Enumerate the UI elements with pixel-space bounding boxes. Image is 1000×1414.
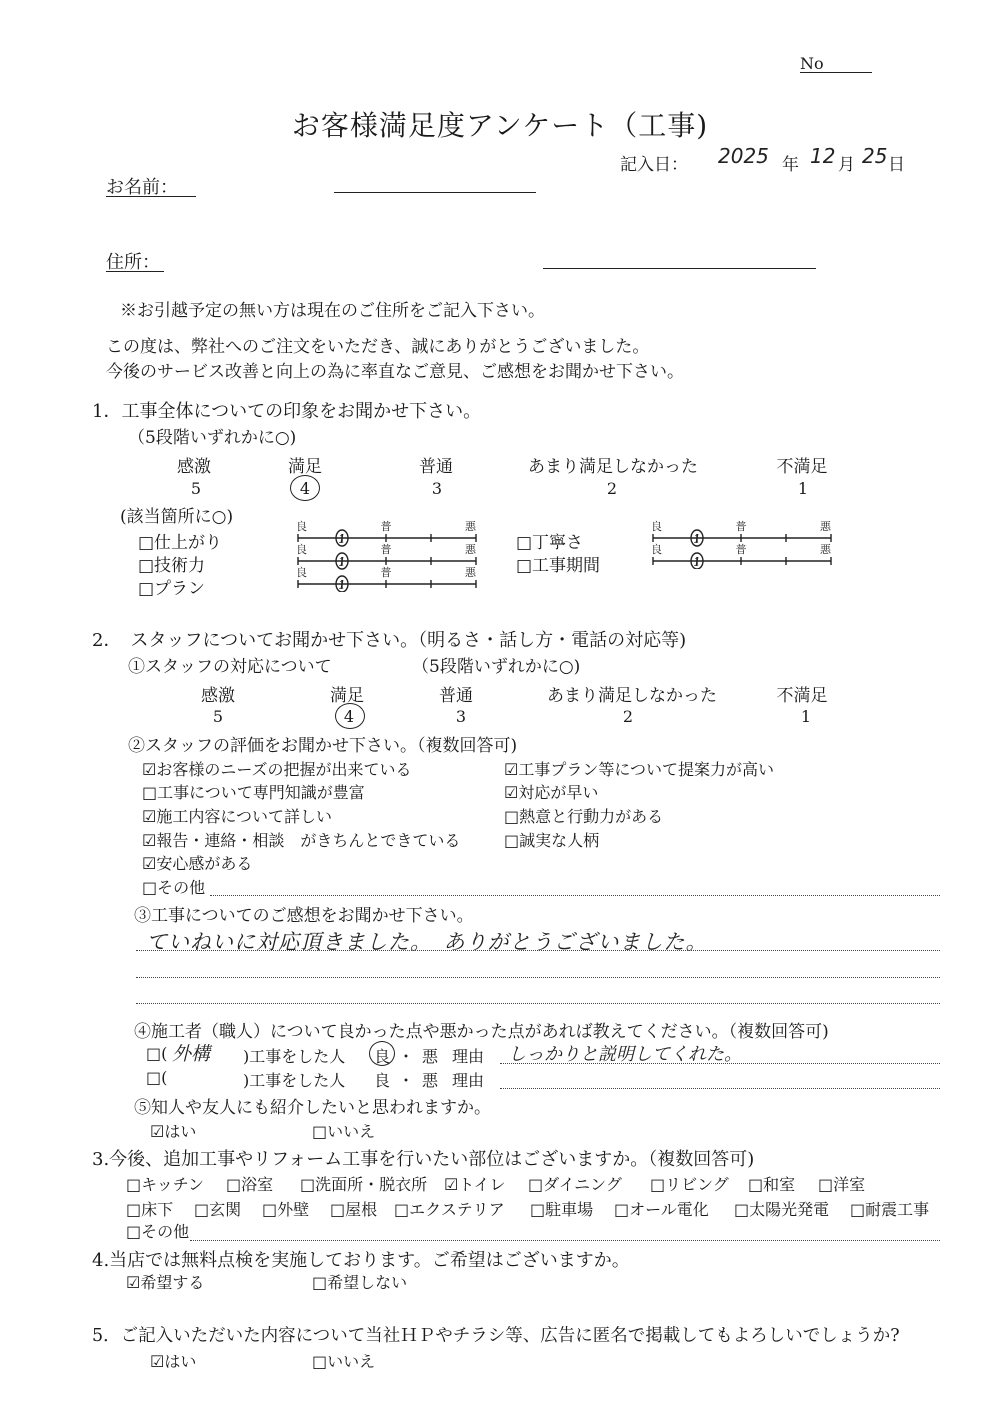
q5-heading: 5．ご記入いただいた内容について当社ＨＰやチラシ等、広告に匿名で掲載してもよろしいでしょうか? bbox=[92, 1326, 900, 1346]
q2-sub5-label: ⑤知人や友人にも紹介したいと思われますか。 bbox=[134, 1098, 491, 1118]
year-unit: 年 bbox=[782, 155, 799, 175]
eval-sincerity[interactable]: □誠実な人柄 bbox=[504, 831, 600, 850]
worker-checkbox-open[interactable]: □( bbox=[146, 1044, 168, 1063]
area-entrance[interactable]: □玄関 bbox=[194, 1200, 242, 1219]
q3-heading: 3.今後、追加工事やリフォーム工事を行いたい部位はございますか。（複数回答可) bbox=[92, 1149, 755, 1170]
q1-heading: 1．工事全体についての印象をお聞かせ下さい。 bbox=[92, 401, 482, 422]
q2-scale-value[interactable]: 5 bbox=[212, 707, 224, 726]
rating-mark-number: 1 bbox=[338, 532, 346, 546]
q2-sub1-instruction: （5段階いずれかに○) bbox=[412, 657, 581, 677]
item-politeness[interactable]: □丁寧さ bbox=[516, 533, 584, 553]
address-label-underline bbox=[106, 271, 164, 272]
area-parking[interactable]: □駐車場 bbox=[530, 1200, 594, 1219]
other-answer-line[interactable] bbox=[210, 895, 940, 896]
q2-sub3-label: ③工事についてのご感想をお聞かせ下さい。 bbox=[134, 906, 474, 926]
item-finish[interactable]: □仕上がり bbox=[138, 533, 223, 553]
scale-label-bad: 悪 bbox=[820, 543, 831, 556]
area-japanese-room[interactable]: □和室 bbox=[748, 1175, 796, 1194]
eval-reassurance[interactable]: ☑安心感がある bbox=[142, 854, 253, 873]
impression-line[interactable] bbox=[136, 950, 940, 951]
eval-quick-response[interactable]: ☑対応が早い bbox=[504, 783, 599, 802]
eval-other[interactable]: □その他 bbox=[142, 878, 206, 897]
area-seismic[interactable]: □耐震工事 bbox=[850, 1200, 930, 1219]
scale-label-bad: 悪 bbox=[465, 543, 476, 556]
q1-scale-value[interactable]: 2 bbox=[606, 479, 618, 498]
area-other[interactable]: □その他 bbox=[126, 1222, 190, 1241]
q1-scale-value-selected[interactable]: 4 bbox=[299, 479, 311, 498]
eval-communication[interactable]: ☑報告・連絡・相談 がきちんとできている bbox=[142, 831, 461, 850]
reason-line[interactable] bbox=[500, 1063, 940, 1064]
name-label: お名前： bbox=[106, 177, 178, 198]
scale-label-good: 良 bbox=[651, 520, 662, 533]
q2-scale-label: 不満足 bbox=[776, 686, 828, 706]
scale-label-normal: 普 bbox=[735, 543, 747, 556]
scale-label-normal: 普 bbox=[735, 520, 747, 533]
q1-instruction: （5段階いずれかに○) bbox=[128, 428, 297, 448]
q2-scale-value[interactable]: 3 bbox=[455, 707, 467, 726]
scale-label-bad: 悪 bbox=[820, 520, 831, 533]
q2-scale-value[interactable]: 1 bbox=[800, 707, 812, 726]
scale-label-good: 良 bbox=[296, 543, 307, 556]
q1-scale-value[interactable]: 3 bbox=[431, 479, 443, 498]
scale-label-normal: 普 bbox=[380, 520, 392, 533]
q2-scale-label: 満足 bbox=[330, 686, 364, 706]
q2-scale-value-selected[interactable]: 4 bbox=[343, 707, 355, 726]
q1-scale-label: 普通 bbox=[419, 457, 453, 477]
form-number-label: No bbox=[800, 54, 824, 73]
eval-expertise[interactable]: □工事について専門知識が豊富 bbox=[142, 783, 365, 802]
worker-good[interactable]: 良 bbox=[374, 1047, 391, 1066]
rating-mark-number: 1 bbox=[693, 555, 701, 569]
worker-separator: ・ bbox=[398, 1071, 415, 1090]
scale-label-bad: 悪 bbox=[465, 566, 476, 579]
rating-scales-right[interactable] bbox=[645, 519, 840, 575]
entry-day: 25 bbox=[862, 144, 888, 168]
moving-note: ※お引越予定の無い方は現在のご住所をご記入下さい。 bbox=[120, 301, 545, 321]
reason-line[interactable] bbox=[500, 1088, 940, 1089]
area-living[interactable]: □リビング bbox=[650, 1175, 729, 1194]
eval-needs[interactable]: ☑お客様のニーズの把握が出来ている bbox=[142, 760, 412, 779]
day-unit: 日 bbox=[888, 155, 905, 175]
area-other-line[interactable] bbox=[190, 1240, 940, 1241]
area-underfloor[interactable]: □床下 bbox=[126, 1200, 174, 1219]
worker-reason-label: 理由 bbox=[452, 1047, 485, 1066]
impression-answer[interactable]: ていねいに対応頂きました。 ありがとうございました。 bbox=[146, 930, 708, 954]
selected-circle-mark bbox=[335, 703, 365, 729]
worker-reason[interactable]: しっかりと説明してくれた。 bbox=[508, 1044, 742, 1065]
item-plan[interactable]: □プラン bbox=[138, 579, 206, 599]
q1-scale-value[interactable]: 1 bbox=[797, 479, 809, 498]
q1-sub-instruction: (該当箇所に○) bbox=[120, 507, 234, 527]
area-exterior[interactable]: □エクステリア bbox=[394, 1200, 505, 1219]
worker-label: )工事をした人 bbox=[243, 1047, 346, 1066]
rating-mark-number: 1 bbox=[338, 555, 346, 569]
area-washroom[interactable]: □洗面所・脱衣所 bbox=[300, 1175, 428, 1194]
worker-reason-label: 理由 bbox=[452, 1071, 485, 1090]
area-all-electric[interactable]: □オール電化 bbox=[614, 1200, 709, 1219]
scale-label-bad: 悪 bbox=[465, 520, 476, 533]
impression-line[interactable] bbox=[136, 1003, 940, 1004]
q2-sub2-label: ②スタッフの評価をお聞かせ下さい。（複数回答可) bbox=[128, 736, 518, 756]
area-exterior-wall[interactable]: □外壁 bbox=[262, 1200, 310, 1219]
inspection-no[interactable]: □希望しない bbox=[312, 1273, 408, 1292]
publish-yes[interactable]: ☑はい bbox=[150, 1352, 197, 1371]
q4-heading: 4.当店では無料点検を実施しております。ご希望はございますか。 bbox=[92, 1250, 630, 1271]
form-number-line bbox=[800, 72, 872, 73]
name-label-underline bbox=[106, 196, 196, 197]
address-field-line[interactable] bbox=[543, 268, 816, 269]
worker-checkbox-open[interactable]: □( bbox=[146, 1068, 168, 1087]
recommend-yes[interactable]: ☑はい bbox=[150, 1122, 197, 1141]
worker-label: )工事をした人 bbox=[243, 1071, 346, 1090]
q2-scale-label: 感激 bbox=[201, 686, 235, 706]
intro-line-2: 今後のサービス改善と向上の為に率直なご意見、ご感想をお聞かせ下さい。 bbox=[106, 362, 684, 382]
rating-scale-svg bbox=[645, 519, 840, 569]
area-solar[interactable]: □太陽光発電 bbox=[734, 1200, 830, 1219]
scale-label-good: 良 bbox=[296, 566, 307, 579]
month-unit: 月 bbox=[838, 155, 855, 175]
q1-scale-value[interactable]: 5 bbox=[190, 479, 202, 498]
inspection-yes[interactable]: ☑希望する bbox=[126, 1273, 205, 1292]
eval-construction-detail[interactable]: ☑施工内容について詳しい bbox=[142, 807, 333, 826]
worker-bad[interactable]: 悪 bbox=[422, 1047, 439, 1066]
rating-scale-svg bbox=[290, 519, 485, 592]
q1-scale-label: 満足 bbox=[288, 457, 322, 477]
entry-month: 12 bbox=[810, 144, 836, 168]
entry-date-label: 記入日： bbox=[620, 155, 688, 175]
item-construction-period[interactable]: □工事期間 bbox=[516, 556, 601, 576]
worker-bad[interactable]: 悪 bbox=[422, 1071, 439, 1090]
impression-line[interactable] bbox=[136, 977, 940, 978]
area-western-room[interactable]: □洋室 bbox=[818, 1175, 866, 1194]
rating-scales-left[interactable] bbox=[290, 519, 485, 599]
q2-sub4-label: ④施工者（職人）について良かった点や悪かった点があれば教えてください。（複数回答可) bbox=[134, 1022, 829, 1042]
q1-scale-label: 不満足 bbox=[776, 457, 828, 477]
scale-label-good: 良 bbox=[651, 543, 662, 556]
q2-scale-label: あまり満足しなかった bbox=[547, 686, 717, 706]
worker-good[interactable]: 良 bbox=[374, 1071, 391, 1090]
scale-label-normal: 普 bbox=[380, 566, 392, 579]
recommend-no[interactable]: □いいえ bbox=[312, 1122, 376, 1141]
rating-mark-number: 1 bbox=[338, 578, 346, 592]
eval-proposal[interactable]: ☑工事プラン等について提案力が高い bbox=[504, 760, 775, 779]
name-field-line[interactable] bbox=[334, 192, 536, 193]
selected-circle-mark bbox=[290, 475, 320, 501]
item-technique[interactable]: □技術力 bbox=[138, 556, 206, 576]
area-toilet[interactable]: ☑トイレ bbox=[444, 1175, 506, 1194]
worker-trade[interactable]: 外構 bbox=[172, 1043, 211, 1065]
intro-line-1: この度は、弊社へのご注文をいただき、誠にありがとうございました。 bbox=[106, 337, 650, 357]
eval-enthusiasm[interactable]: □熱意と行動力がある bbox=[504, 807, 664, 826]
publish-no[interactable]: □いいえ bbox=[312, 1352, 376, 1371]
area-kitchen[interactable]: □キッチン bbox=[126, 1175, 204, 1194]
q2-scale-label: 普通 bbox=[439, 686, 473, 706]
area-roof[interactable]: □屋根 bbox=[330, 1200, 378, 1219]
q1-scale-label: 感激 bbox=[177, 457, 211, 477]
page-title: お客様満足度アンケート（工事) bbox=[291, 109, 709, 142]
q2-scale-value[interactable]: 2 bbox=[622, 707, 634, 726]
address-label: 住所： bbox=[106, 252, 160, 273]
q2-sub1-label: ①スタッフの対応について bbox=[128, 657, 332, 677]
selected-circle-mark bbox=[369, 1041, 395, 1066]
scale-label-normal: 普 bbox=[380, 543, 392, 556]
q2-heading: 2． スタッフについてお聞かせ下さい。（明るさ・話し方・電話の対応等) bbox=[92, 630, 687, 651]
scale-label-good: 良 bbox=[296, 520, 307, 533]
rating-mark-number: 1 bbox=[693, 532, 701, 546]
area-bathroom[interactable]: □浴室 bbox=[226, 1175, 274, 1194]
worker-separator: ・ bbox=[398, 1047, 415, 1066]
entry-year: 2025 bbox=[718, 144, 769, 168]
area-dining[interactable]: □ダイニング bbox=[528, 1175, 622, 1194]
q1-scale-label: あまり満足しなかった bbox=[528, 457, 698, 477]
